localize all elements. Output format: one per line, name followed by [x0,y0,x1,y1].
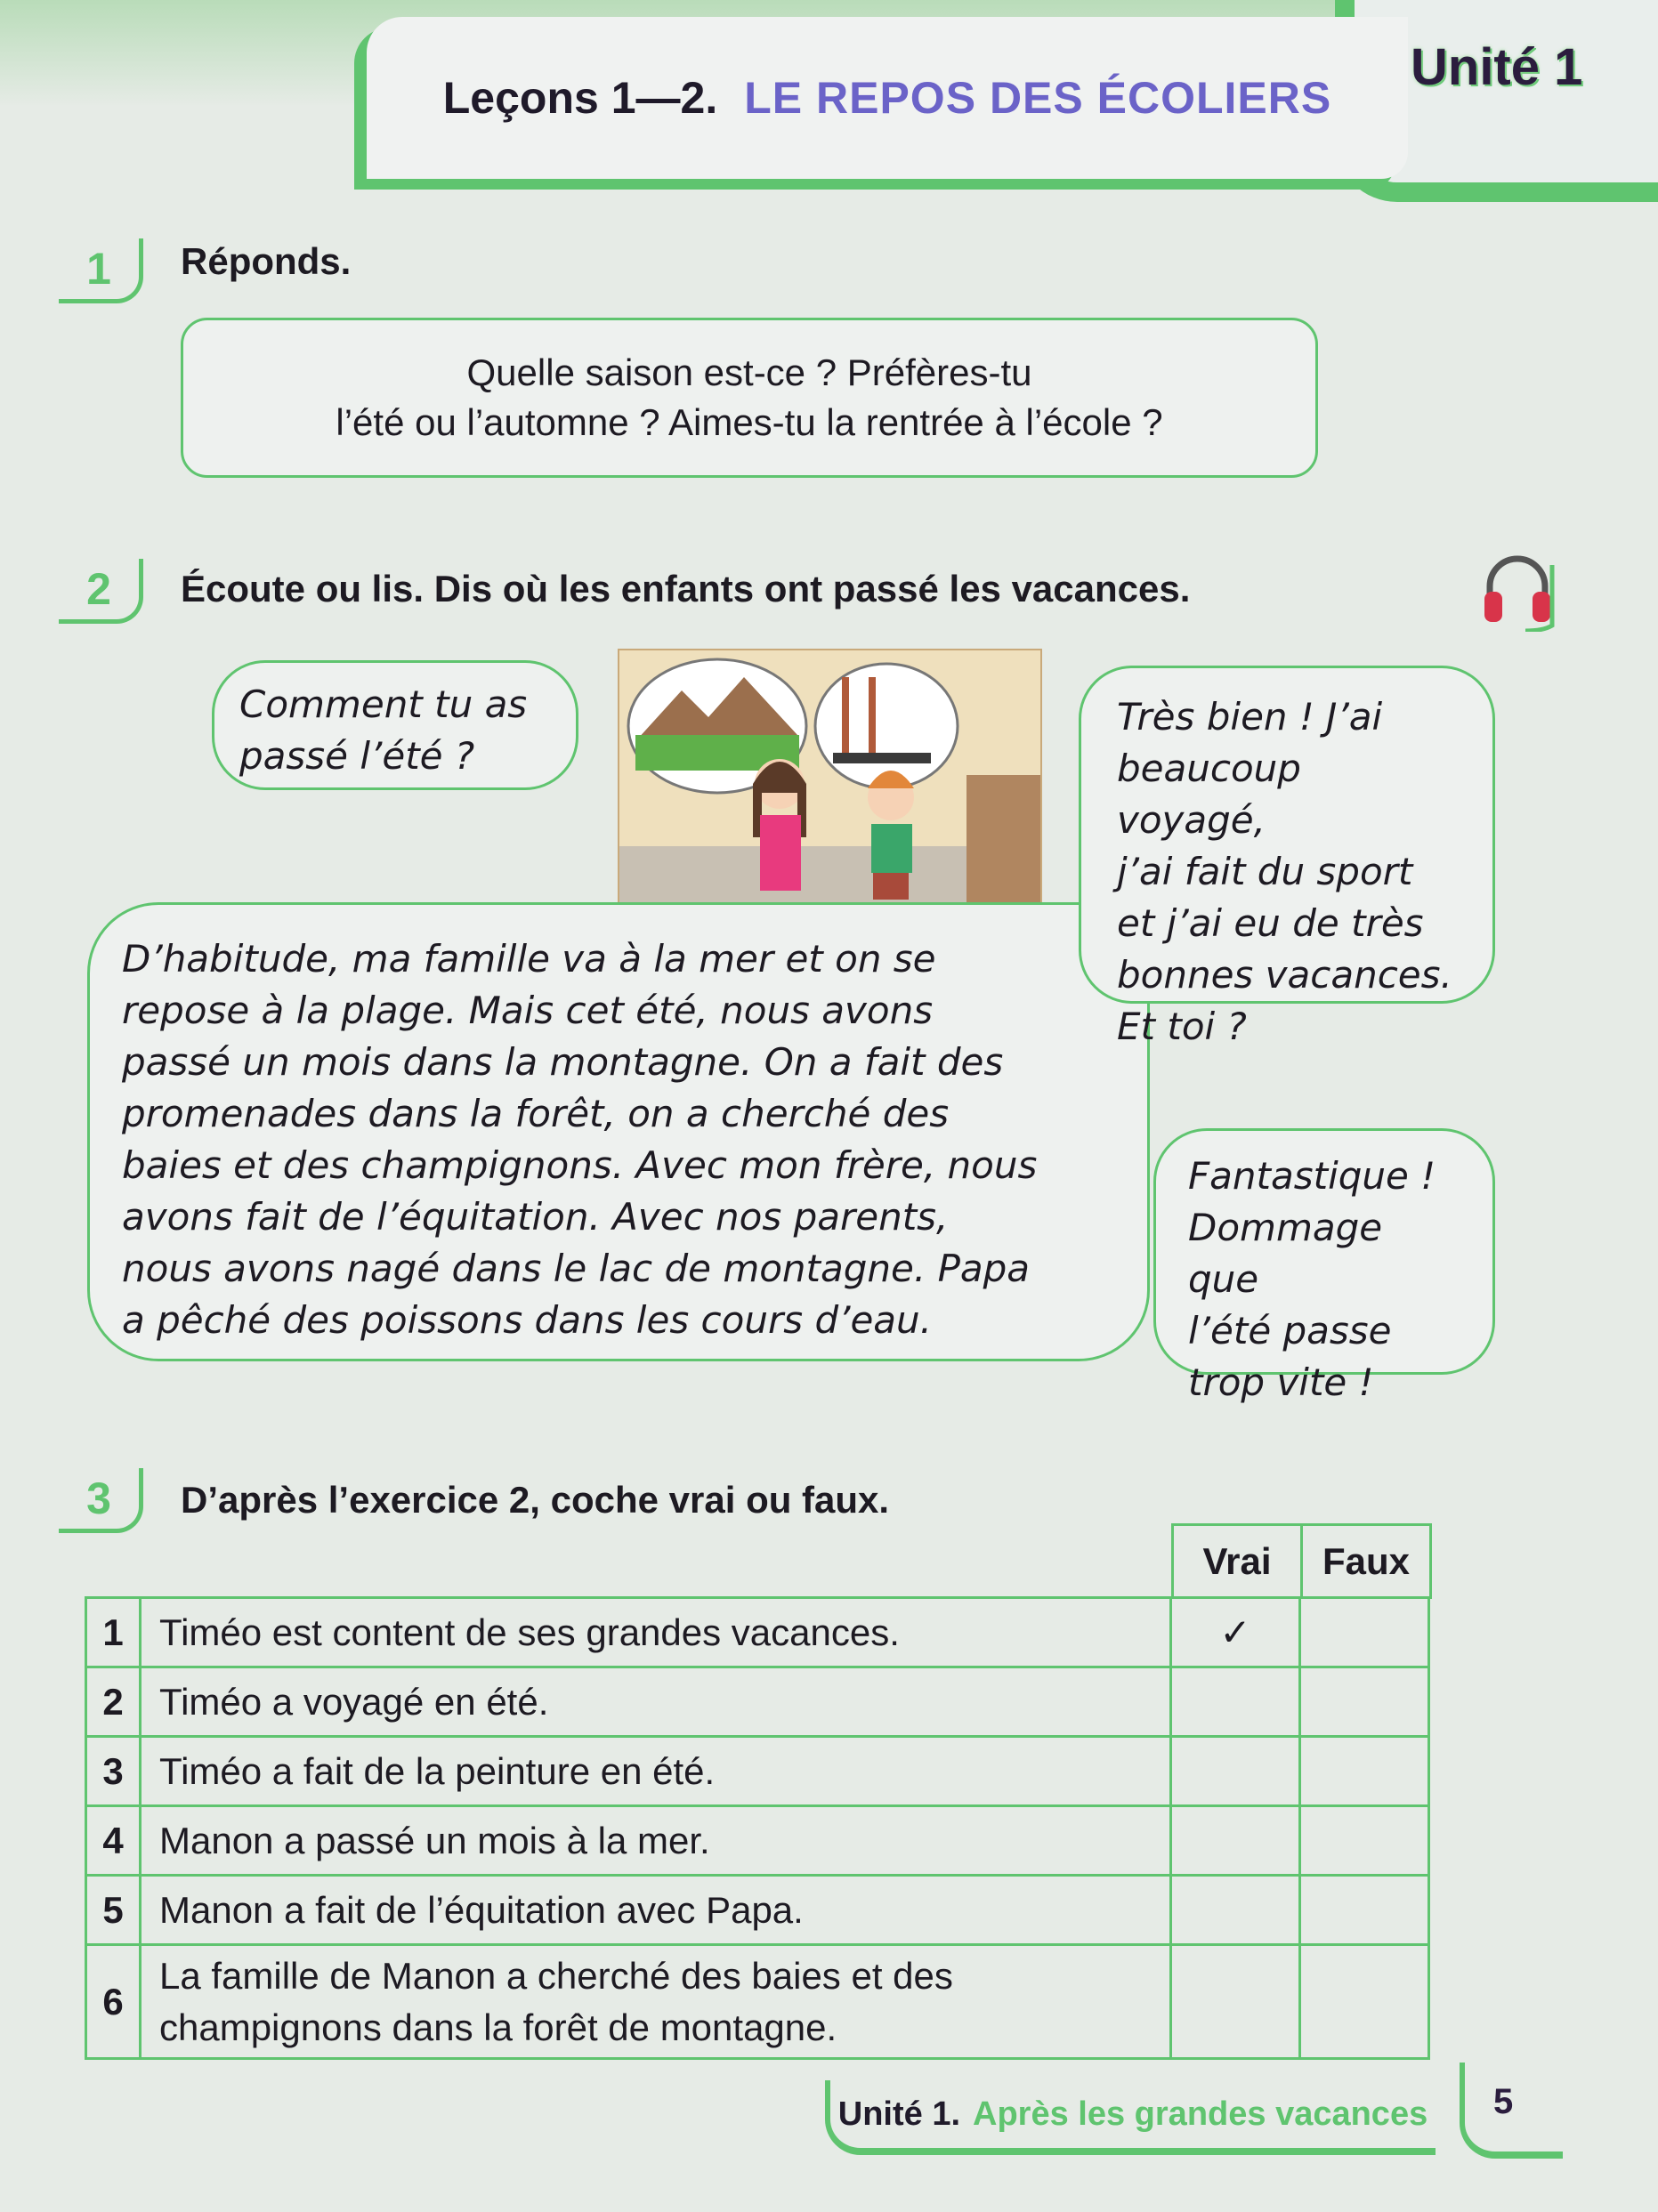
bubble-line: avons fait de l’équitation. Avec nos parents, [122,1195,949,1239]
bubble-line: promenades dans la forêt, on a cherché des [122,1092,950,1135]
exercise-1-instruction: Réponds. [181,240,352,282]
bubble-line: Fantastique ! [1188,1154,1436,1198]
speech-bubble-reply [1153,1128,1495,1404]
row-number: 3 [86,1737,141,1806]
table-row [86,1945,1429,2059]
bubble-line: a pêché des poissons dans les cours d’eau. [122,1298,933,1342]
question-box [181,318,1318,478]
illustration-children [618,649,1042,906]
bubble-line: nous avons nagé dans le lac de montagne. Papa [122,1247,1031,1290]
table-row [86,1737,1429,1806]
faux-checkbox[interactable] [1300,1598,1429,1667]
true-false-table [85,1596,1430,2060]
headphones-icon[interactable] [1477,547,1557,632]
bubble-line: D’habitude, ma famille va à la mer et on se [122,937,936,981]
column-header-vrai: Vrai [1173,1525,1302,1598]
table-row [86,1806,1429,1876]
vrai-checkbox[interactable] [1171,1806,1300,1876]
question-line: Quelle saison est-ce ? Préfères-tu [466,351,1032,393]
vrai-checkbox[interactable]: ✓ [1171,1598,1300,1667]
column-header-faux: Faux [1302,1525,1431,1598]
faux-checkbox[interactable] [1300,1876,1429,1945]
table-row [86,1876,1429,1945]
row-number: 2 [86,1667,141,1737]
statement: Timéo a voyagé en été. [141,1667,1171,1737]
lesson-header [367,17,1408,179]
bubble-line: Très bien ! J’ai [1117,695,1383,739]
faux-checkbox[interactable] [1300,1806,1429,1876]
exercise-3-instruction: D’après l’exercice 2, coche vrai ou faux. [181,1479,890,1521]
bubble-line: passé un mois dans la montagne. On a fait des [122,1040,1004,1084]
bubble-line: Et toi ? [1117,1005,1247,1048]
vrai-checkbox[interactable] [1171,1876,1300,1945]
bubble-line: passé l’été ? [239,734,475,778]
vrai-checkbox[interactable] [1171,1737,1300,1806]
statement: Timéo a fait de la peinture en été. [141,1737,1171,1806]
exercise-1-number: 1 [59,238,143,303]
speech-bubble-timeo [1079,666,1495,1048]
page-footer [825,2080,1436,2155]
statement: Manon a passé un mois à la mer. [141,1806,1171,1876]
bubble-line: beaucoup voyagé, [1117,747,1301,842]
page-number: 5 [1493,2082,1514,2121]
faux-checkbox[interactable] [1300,1945,1429,2059]
row-number: 1 [86,1598,141,1667]
footer-title: Après les grandes vacances [973,2095,1428,2133]
speech-bubble-question [212,660,578,790]
exercise-3-number: 3 [59,1468,143,1533]
bubble-line: trop vite ! [1188,1360,1374,1404]
bubble-line: bonnes vacances. [1117,953,1452,997]
row-number: 5 [86,1876,141,1945]
lesson-title: LE REPOS DES ÉCOLIERS [744,73,1332,123]
statement: Manon a fait de l’équitation avec Papa. [141,1876,1171,1945]
footer-unit: Unité 1. [837,2095,961,2133]
lesson-number: Leçons 1—2. [442,73,718,123]
bubble-line: l’été passe [1188,1309,1392,1352]
vrai-checkbox[interactable] [1171,1667,1300,1737]
bubble-line: baies et des champignons. Avec mon frère, nous [122,1143,1038,1187]
bubble-line: repose à la plage. Mais cet été, nous avons [122,989,934,1032]
bubble-line: Comment tu as [239,682,528,726]
unit-label: Unité 1 [1411,38,1583,96]
faux-checkbox[interactable] [1300,1667,1429,1737]
statement: Timéo est content de ses grandes vacances. [141,1598,1171,1667]
faux-checkbox[interactable] [1300,1737,1429,1806]
bubble-line: et j’ai eu de très [1117,901,1424,945]
speech-bubble-manon [87,902,1150,1361]
exercise-2-instruction: Écoute ou lis. Dis où les enfants ont passé les vacances. [181,568,1191,610]
row-number: 4 [86,1806,141,1876]
statement: La famille de Manon a cherché des baies et des champignons dans la forêt de montagne. [141,1945,1171,2059]
vrai-checkbox[interactable] [1171,1945,1300,2059]
true-false-header [1171,1523,1432,1599]
row-number: 6 [86,1945,141,2059]
question-line: l’été ou l’automne ? Aimes-tu la rentrée à l’école ? [336,401,1163,443]
table-row [86,1598,1429,1667]
exercise-2-number: 2 [59,559,143,624]
bubble-line: j’ai fait du sport [1117,850,1413,893]
table-row [86,1667,1429,1737]
bubble-line: Dommage que [1188,1206,1383,1301]
